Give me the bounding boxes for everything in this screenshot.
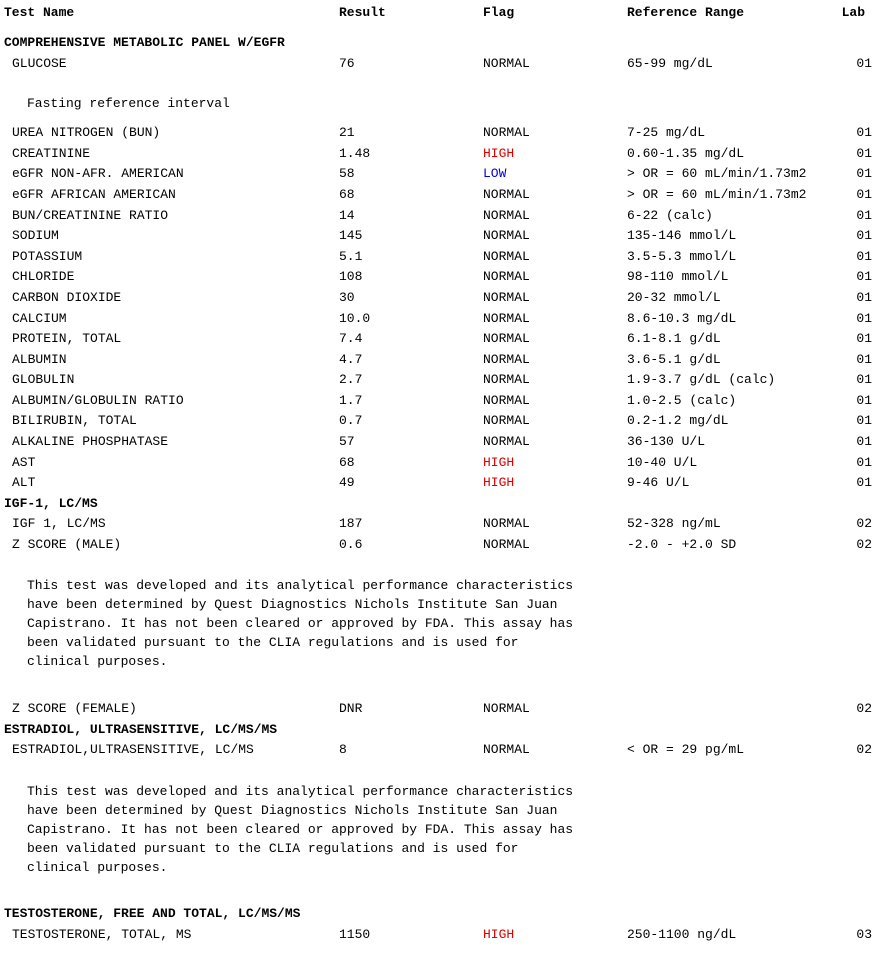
result-cell: 58 (339, 166, 355, 181)
flag-cell: NORMAL (483, 56, 530, 71)
lab-cell: 01 (856, 311, 872, 326)
result-cell: 30 (339, 290, 355, 305)
result-cell: 145 (339, 228, 363, 243)
flag-cell: NORMAL (483, 311, 530, 326)
flag-cell: NORMAL (483, 228, 530, 243)
test-name-cell: GLUCOSE (12, 56, 67, 71)
result-cell: 68 (339, 187, 355, 202)
flag-cell: NORMAL (483, 208, 530, 223)
header-test-name: Test Name (4, 5, 75, 20)
lab-cell: 01 (856, 413, 872, 428)
header-result: Result (339, 5, 386, 20)
test-name-cell: ALKALINE PHOSPHATASE (12, 434, 169, 449)
result-cell: 2.7 (339, 372, 363, 387)
reference-range-cell: 3.6-5.1 g/dL (627, 352, 721, 367)
section-title (0, 35, 877, 83)
reference-range-cell: 6.1-8.1 g/dL (627, 331, 721, 346)
lab-cell: 01 (856, 228, 872, 243)
result-cell: 57 (339, 434, 355, 449)
result-cell: 1.48 (339, 146, 371, 161)
header-reference-range: Reference Range (627, 5, 745, 20)
lab-cell: 01 (856, 56, 872, 71)
test-name-cell: CARBON DIOXIDE (12, 290, 122, 305)
flag-cell: NORMAL (483, 125, 530, 140)
result-cell: 49 (339, 475, 355, 490)
test-name-cell: UREA NITROGEN (BUN) (12, 125, 161, 140)
flag-cell: NORMAL (483, 701, 530, 716)
reference-range-cell: 3.5-5.3 mmol/L (627, 249, 737, 264)
result-cell: 8 (339, 742, 347, 757)
reference-range-cell: 7-25 mg/dL (627, 125, 706, 140)
test-name-cell: TESTOSTERONE, TOTAL, MS (12, 927, 192, 942)
result-cell: 108 (339, 269, 363, 284)
test-name-cell: BUN/CREATININE RATIO (12, 208, 169, 223)
reference-range-cell: > OR = 60 mL/min/1.73m2 (627, 187, 807, 202)
flag-cell: NORMAL (483, 516, 530, 531)
flag-cell: NORMAL (483, 249, 530, 264)
reference-range-cell: 250-1100 ng/dL (627, 927, 737, 942)
test-name-cell: eGFR NON-AFR. AMERICAN (12, 166, 184, 181)
flag-cell: NORMAL (483, 290, 530, 305)
flag-cell: NORMAL (483, 434, 530, 449)
flag-cell: NORMAL (483, 413, 530, 428)
disclaimer-igf: This test was developed and its analytical performance characteristics have been determined by Quest Diagnostics Nichols Institute San Juan Capistrano. It has not been cleared or approved by FDA. This assay has been validated pursuant to the CLIA regulations and is used for clinical purposes. (27, 578, 574, 669)
section-cmp-title: COMPREHENSIVE METABOLIC PANEL W/EGFR (4, 35, 285, 50)
reference-range-cell: 10-40 U/L (627, 455, 698, 470)
fasting-note-text: Fasting reference interval (27, 96, 230, 111)
lab-cell: 01 (856, 434, 872, 449)
reference-range-cell: 98-110 mmol/L (627, 269, 729, 284)
reference-range-cell: 52-328 ng/mL (627, 516, 721, 531)
result-cell: 14 (339, 208, 355, 223)
lab-cell: 01 (856, 125, 872, 140)
lab-cell: 01 (856, 331, 872, 346)
result-cell: 5.1 (339, 249, 363, 264)
flag-cell: HIGH (483, 146, 515, 161)
result-cell: 10.0 (339, 311, 371, 326)
test-name-cell: AST (12, 455, 36, 470)
test-name-cell: POTASSIUM (12, 249, 83, 264)
lab-cell: 01 (856, 393, 872, 408)
result-cell: 68 (339, 455, 355, 470)
flag-cell: HIGH (483, 455, 515, 470)
test-name-cell: CHLORIDE (12, 269, 75, 284)
flag-cell: LOW (483, 166, 507, 181)
section-testosterone-title: TESTOSTERONE, FREE AND TOTAL, LC/MS/MS (4, 906, 301, 921)
reference-range-cell: 135-146 mmol/L (627, 228, 737, 243)
flag-cell: NORMAL (483, 331, 530, 346)
test-name-cell: ALBUMIN (12, 352, 67, 367)
reference-range-cell: 36-130 U/L (627, 434, 706, 449)
test-name-cell: Z SCORE (FEMALE) (12, 701, 137, 716)
lab-cell: 01 (856, 372, 872, 387)
lab-cell: 01 (856, 166, 872, 181)
test-name-cell: CALCIUM (12, 311, 67, 326)
flag-cell: NORMAL (483, 269, 530, 284)
result-cell: 0.7 (339, 413, 363, 428)
reference-range-cell: 65-99 mg/dL (627, 56, 713, 71)
result-cell: 187 (339, 516, 363, 531)
disclaimer-estradiol: This test was developed and its analytical performance characteristics have been determined by Quest Diagnostics Nichols Institute San Juan Capistrano. It has not been cleared or approved by FDA. This assay has been validated pursuant to the CLIA regulations and is used for clinical purposes. (27, 784, 574, 875)
lab-cell: 01 (856, 146, 872, 161)
reference-range-cell: 0.60-1.35 mg/dL (627, 146, 745, 161)
lab-cell: 01 (856, 249, 872, 264)
test-name-cell: Z SCORE (MALE) (12, 537, 122, 552)
result-cell: 4.7 (339, 352, 363, 367)
test-name-cell: PROTEIN, TOTAL (12, 331, 122, 346)
reference-range-cell: -2.0 - +2.0 SD (627, 537, 737, 552)
result-cell: 21 (339, 125, 355, 140)
lab-cell: 01 (856, 290, 872, 305)
lab-cell: 02 (856, 537, 872, 552)
header-lab: Lab (841, 5, 865, 20)
lab-cell: 01 (856, 455, 872, 470)
flag-cell: NORMAL (483, 352, 530, 367)
flag-cell: NORMAL (483, 187, 530, 202)
header-flag: Flag (483, 5, 515, 20)
reference-range-cell: 1.9-3.7 g/dL (calc) (627, 372, 776, 387)
lab-cell: 01 (856, 269, 872, 284)
flag-cell: HIGH (483, 927, 515, 942)
reference-range-cell: > OR = 60 mL/min/1.73m2 (627, 166, 807, 181)
result-cell: 7.4 (339, 331, 363, 346)
reference-range-cell: < OR = 29 pg/mL (627, 742, 745, 757)
result-cell: 0.6 (339, 537, 363, 552)
lab-cell: 01 (856, 187, 872, 202)
test-name-cell: ALBUMIN/GLOBULIN RATIO (12, 393, 184, 408)
lab-cell: 01 (856, 352, 872, 367)
reference-range-cell: 8.6-10.3 mg/dL (627, 311, 737, 326)
section-estradiol-title: ESTRADIOL, ULTRASENSITIVE, LC/MS/MS (4, 722, 278, 737)
flag-cell: NORMAL (483, 372, 530, 387)
flag-cell: NORMAL (483, 393, 530, 408)
reference-range-cell: 1.0-2.5 (calc) (627, 393, 737, 408)
flag-cell: HIGH (483, 475, 515, 490)
test-name-cell: eGFR AFRICAN AMERICAN (12, 187, 176, 202)
test-name-cell: BILIRUBIN, TOTAL (12, 413, 137, 428)
flag-cell: NORMAL (483, 537, 530, 552)
test-name-cell: GLOBULIN (12, 372, 75, 387)
test-name-cell: SODIUM (12, 228, 59, 243)
flag-cell: NORMAL (483, 742, 530, 757)
lab-cell: 01 (856, 475, 872, 490)
test-name-cell: ESTRADIOL,ULTRASENSITIVE, LC/MS (12, 742, 254, 757)
result-cell: DNR (339, 701, 363, 716)
reference-range-cell: 0.2-1.2 mg/dL (627, 413, 729, 428)
lab-cell: 02 (856, 742, 872, 757)
lab-cell: 01 (856, 208, 872, 223)
reference-range-cell: 9-46 U/L (627, 475, 690, 490)
test-name-cell: CREATININE (12, 146, 91, 161)
result-cell: 76 (339, 56, 355, 71)
lab-cell: 02 (856, 516, 872, 531)
reference-range-cell: 6-22 (calc) (627, 208, 713, 223)
result-cell: 1.7 (339, 393, 363, 408)
lab-cell: 03 (856, 927, 872, 942)
test-name-cell: IGF 1, LC/MS (12, 516, 106, 531)
section-title (0, 496, 877, 544)
test-name-cell: ALT (12, 475, 36, 490)
lab-cell: 02 (856, 701, 872, 716)
section-igf-title: IGF-1, LC/MS (4, 496, 98, 511)
reference-range-cell: 20-32 mmol/L (627, 290, 721, 305)
result-cell: 1150 (339, 927, 371, 942)
